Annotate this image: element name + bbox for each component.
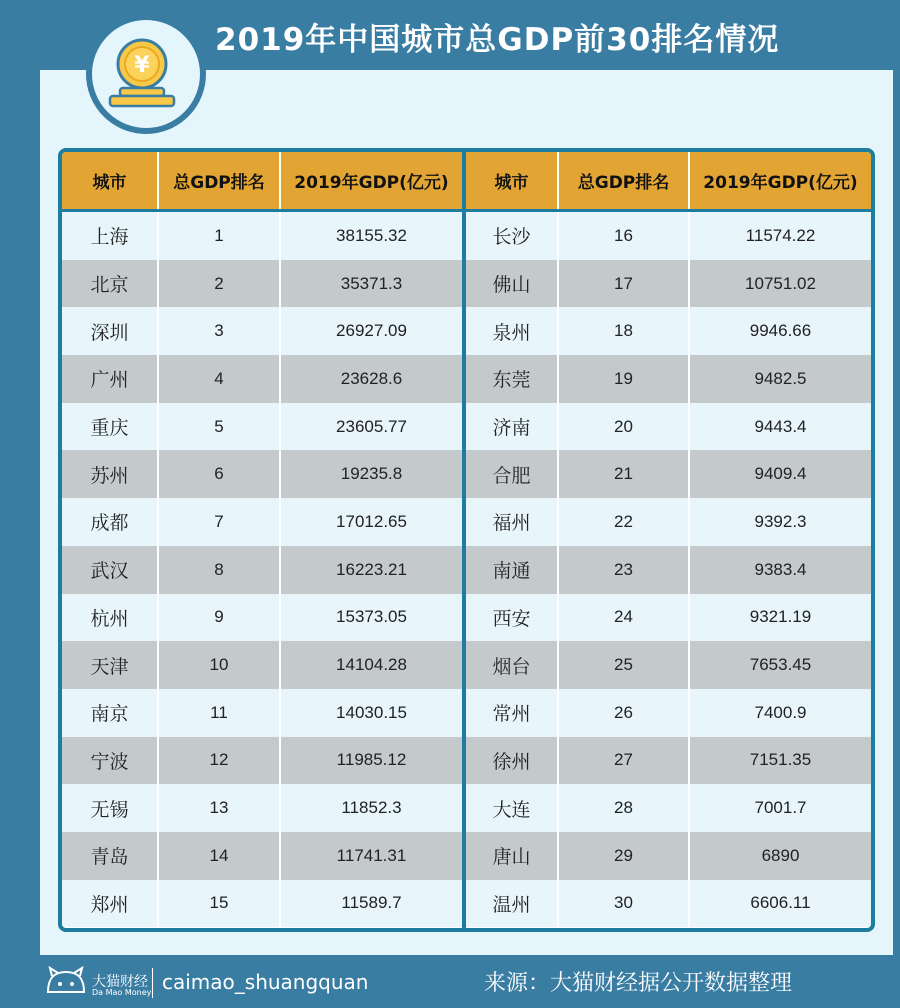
- rank-cell: 11: [158, 689, 280, 737]
- column-header-city: 城市: [62, 152, 158, 211]
- table-row: [62, 403, 462, 451]
- gdp-cell: 7653.45: [689, 641, 871, 689]
- rank-cell: 16: [558, 211, 689, 260]
- gdp-cell: 9946.66: [689, 307, 871, 355]
- table-row: [62, 307, 462, 355]
- rank-cell: 6: [158, 450, 280, 498]
- city-cell: 成都: [62, 498, 158, 546]
- city-cell: 唐山: [466, 832, 558, 880]
- city-cell: 东莞: [466, 355, 558, 403]
- rank-cell: 25: [558, 641, 689, 689]
- table-row: [466, 260, 871, 308]
- city-cell: 上海: [62, 211, 158, 260]
- table-row: [466, 403, 871, 451]
- table-row: [466, 450, 871, 498]
- gdp-cell: 23605.77: [280, 403, 462, 451]
- logo-subtitle: Da Mao Money: [92, 988, 152, 997]
- rank-cell: 10: [158, 641, 280, 689]
- table-left-half: [62, 152, 462, 928]
- rank-cell: 4: [158, 355, 280, 403]
- gdp-cell: 7151.35: [689, 737, 871, 785]
- table-row: [466, 737, 871, 785]
- table-row: [62, 594, 462, 642]
- city-cell: 常州: [466, 689, 558, 737]
- table-row: [62, 498, 462, 546]
- rank-cell: 23: [558, 546, 689, 594]
- city-cell: 南通: [466, 546, 558, 594]
- table-right-half: [466, 152, 871, 928]
- rank-cell: 19: [558, 355, 689, 403]
- city-cell: 天津: [62, 641, 158, 689]
- city-cell: 济南: [466, 403, 558, 451]
- table-row: [62, 784, 462, 832]
- rank-cell: 21: [558, 450, 689, 498]
- gdp-cell: 11741.31: [280, 832, 462, 880]
- svg-text:¥: ¥: [134, 53, 150, 78]
- rank-cell: 3: [158, 307, 280, 355]
- city-cell: 杭州: [62, 594, 158, 642]
- city-cell: 徐州: [466, 737, 558, 785]
- column-header-gdp: 2019年GDP(亿元): [689, 152, 871, 211]
- gdp-cell: 11852.3: [280, 784, 462, 832]
- gdp-cell: 9392.3: [689, 498, 871, 546]
- table-row: [62, 260, 462, 308]
- gdp-cell: 15373.05: [280, 594, 462, 642]
- city-cell: 青岛: [62, 832, 158, 880]
- rank-cell: 14: [158, 832, 280, 880]
- gdp-cell: 17012.65: [280, 498, 462, 546]
- city-cell: 合肥: [466, 450, 558, 498]
- table-row: [466, 689, 871, 737]
- city-cell: 深圳: [62, 307, 158, 355]
- gdp-cell: 19235.8: [280, 450, 462, 498]
- rank-cell: 26: [558, 689, 689, 737]
- rank-cell: 30: [558, 880, 689, 928]
- table-row: [466, 880, 871, 928]
- gdp-cell: 9321.19: [689, 594, 871, 642]
- gdp-cell: 14030.15: [280, 689, 462, 737]
- city-cell: 佛山: [466, 260, 558, 308]
- table-row: [62, 546, 462, 594]
- table-row: [466, 211, 871, 260]
- city-cell: 重庆: [62, 403, 158, 451]
- page-title: 2019年中国城市总GDP前30排名情况: [215, 22, 780, 58]
- coin-badge: [86, 14, 206, 134]
- city-cell: 烟台: [466, 641, 558, 689]
- table-row: [62, 641, 462, 689]
- gdp-cell: 9409.4: [689, 450, 871, 498]
- gdp-cell: 11985.12: [280, 737, 462, 785]
- gdp-cell: 16223.21: [280, 546, 462, 594]
- column-header-rank: 总GDP排名: [558, 152, 689, 211]
- table-row: [466, 641, 871, 689]
- rank-cell: 1: [158, 211, 280, 260]
- city-cell: 广州: [62, 355, 158, 403]
- cat-logo-icon: [44, 966, 88, 998]
- gdp-cell: 7001.7: [689, 784, 871, 832]
- table-row: [62, 689, 462, 737]
- yen-coin-icon: [92, 20, 200, 128]
- rank-cell: 27: [558, 737, 689, 785]
- rank-cell: 24: [558, 594, 689, 642]
- gdp-cell: 23628.6: [280, 355, 462, 403]
- table-row: [466, 594, 871, 642]
- rank-cell: 28: [558, 784, 689, 832]
- city-cell: 武汉: [62, 546, 158, 594]
- city-cell: 西安: [466, 594, 558, 642]
- city-cell: 温州: [466, 880, 558, 928]
- logo-name: 大猫财经: [92, 974, 148, 990]
- rank-cell: 17: [558, 260, 689, 308]
- table-row: [466, 355, 871, 403]
- table-row: [466, 784, 871, 832]
- table-row: [466, 546, 871, 594]
- city-cell: 泉州: [466, 307, 558, 355]
- rank-cell: 9: [158, 594, 280, 642]
- gdp-cell: 26927.09: [280, 307, 462, 355]
- city-cell: 南京: [62, 689, 158, 737]
- data-source-note: 来源：大猫财经据公开数据整理: [484, 971, 793, 996]
- table-row: [466, 832, 871, 880]
- gdp-cell: 11589.7: [280, 880, 462, 928]
- rank-cell: 29: [558, 832, 689, 880]
- account-handle: caimao_shuangquan: [162, 970, 369, 994]
- gdp-cell: 14104.28: [280, 641, 462, 689]
- rank-cell: 18: [558, 307, 689, 355]
- table-row: [466, 498, 871, 546]
- column-header-rank: 总GDP排名: [158, 152, 280, 211]
- rank-cell: 12: [158, 737, 280, 785]
- gdp-cell: 9482.5: [689, 355, 871, 403]
- city-cell: 无锡: [62, 784, 158, 832]
- gdp-cell: 6890: [689, 832, 871, 880]
- table-row: [62, 880, 462, 928]
- gdp-cell: 10751.02: [689, 260, 871, 308]
- rank-cell: 20: [558, 403, 689, 451]
- rank-cell: 15: [158, 880, 280, 928]
- rank-cell: 8: [158, 546, 280, 594]
- rank-cell: 5: [158, 403, 280, 451]
- rank-cell: 22: [558, 498, 689, 546]
- table-row: [62, 211, 462, 260]
- city-cell: 苏州: [62, 450, 158, 498]
- gdp-cell: 11574.22: [689, 211, 871, 260]
- city-cell: 福州: [466, 498, 558, 546]
- rank-cell: 7: [158, 498, 280, 546]
- table-row: [62, 355, 462, 403]
- table-row: [62, 737, 462, 785]
- table-row: [62, 450, 462, 498]
- table-row: [62, 832, 462, 880]
- table-row: [466, 307, 871, 355]
- gdp-ranking-table: [58, 148, 875, 932]
- city-cell: 北京: [62, 260, 158, 308]
- city-cell: 大连: [466, 784, 558, 832]
- gdp-cell: 9443.4: [689, 403, 871, 451]
- city-cell: 郑州: [62, 880, 158, 928]
- gdp-cell: 35371.3: [280, 260, 462, 308]
- column-header-city: 城市: [466, 152, 558, 211]
- column-header-gdp: 2019年GDP(亿元): [280, 152, 462, 211]
- rank-cell: 2: [158, 260, 280, 308]
- city-cell: 长沙: [466, 211, 558, 260]
- gdp-cell: 38155.32: [280, 211, 462, 260]
- city-cell: 宁波: [62, 737, 158, 785]
- footer-separator: [152, 968, 153, 998]
- gdp-cell: 7400.9: [689, 689, 871, 737]
- rank-cell: 13: [158, 784, 280, 832]
- gdp-cell: 6606.11: [689, 880, 871, 928]
- gdp-cell: 9383.4: [689, 546, 871, 594]
